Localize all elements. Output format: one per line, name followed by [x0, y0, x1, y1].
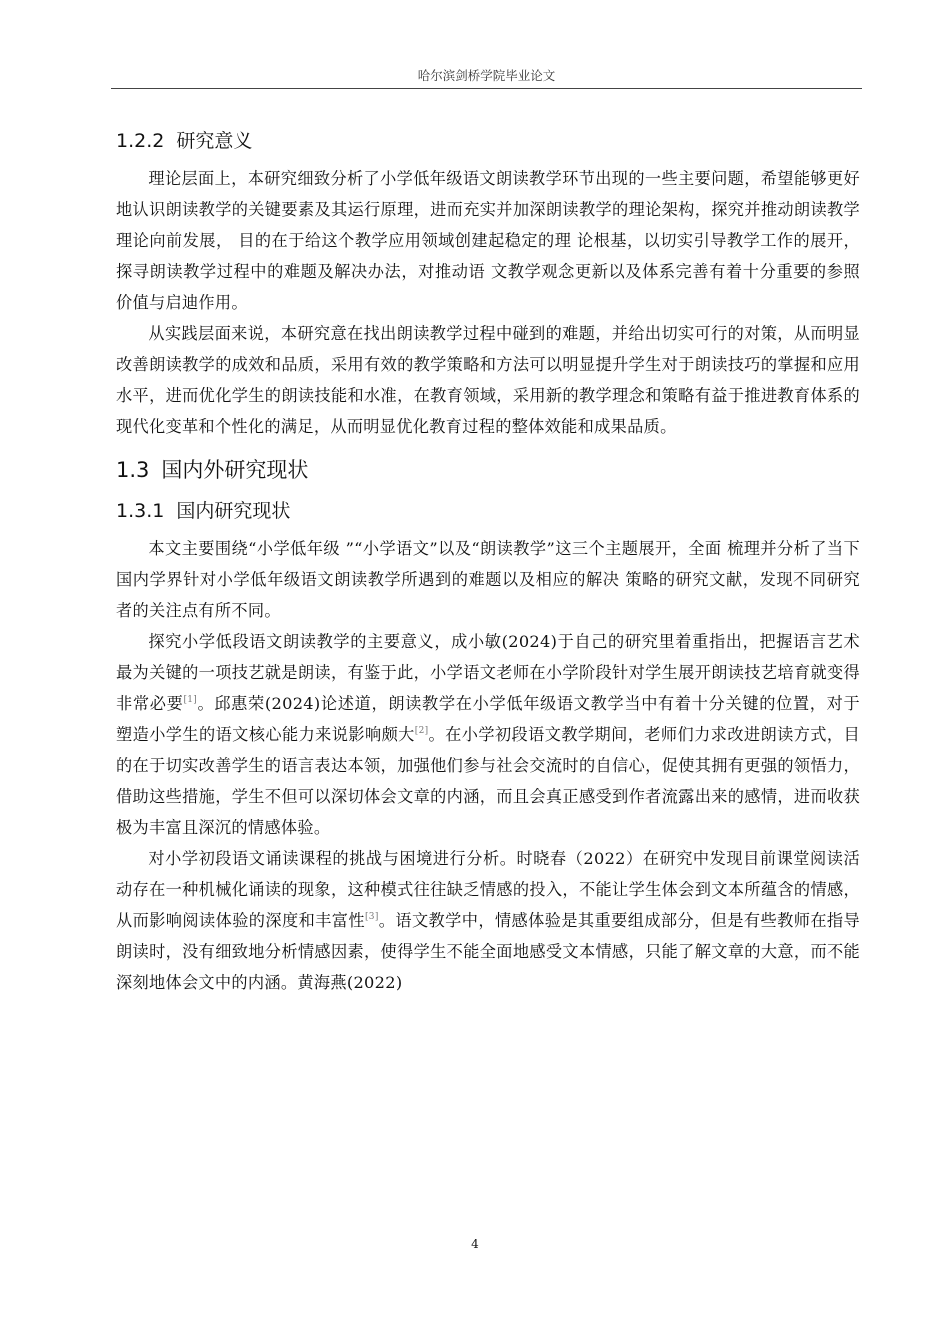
paragraph: 本文主要围绕“小学低年级 ”“小学语文”以及“朗读教学”这三个主题展开，全面 梳理并分析了当下国内学界针对小学低年级语文朗读教学所遇到的难题以及相应的解决 策略的研究文献，发现不同研究者的关注点有所不同。 [116, 539, 860, 620]
section-number: 1.2.2 [116, 130, 165, 152]
header-divider [111, 88, 862, 89]
paragraph-text: 。语文教学中，情感体验是其重要组成部分，但是有些教师在指导朗读时，没有细致地分析情感因素，使得学生不能全面地感受文本情感，只能了解文章的大意，而不能深刻地体会文中的内涵。黄海燕(2022) [116, 911, 860, 992]
page-header: 哈尔滨剑桥学院毕业论文 [417, 68, 556, 83]
citation-ref[interactable]: [3] [364, 912, 379, 922]
paragraph-text: 。邱惠荣(2024)论述道，朗读教学在小学低年级语文教学当中有着十分关键的位置，对于塑造小学生的语文核心能力来说影响颇大 [116, 694, 860, 744]
page-body [116, 118, 860, 998]
section-heading-1-3 [116, 454, 860, 484]
section-title: 国内外研究现状 [161, 458, 309, 482]
section-title: 国内研究现状 [176, 500, 291, 522]
citation-ref[interactable]: [1] [183, 695, 198, 705]
section-title: 研究意义 [176, 130, 253, 152]
paragraph: 从实践层面来说，本研究意在找出朗读教学过程中碰到的难题，并给出切实可行的对策，从而明显改善朗读教学的成效和品质，采用有效的教学策略和方法可以明显提升学生对于朗读技巧的掌握和应用水平，进而优化学生的朗读技能和水准，在教育领域，采用新的教学理念和策略有益于推进教育体系的现代化变革和个性化的满足，从而明显优化教育过程的整体效能和成果品质。 [116, 324, 860, 436]
citation-ref[interactable]: [2] [414, 726, 429, 736]
paragraph [116, 626, 860, 843]
section-number: 1.3.1 [116, 500, 165, 522]
paragraph [116, 843, 860, 998]
section-heading-1-3-1 [116, 496, 860, 523]
page-number: 4 [471, 1237, 479, 1251]
paragraph-text: 。在小学初段语文教学期间，老师们力求改进朗读方式，目的在于切实改善学生的语言表达本领，加强他们参与社会交流时的自信心，促使其拥有更强的领悟力，借助这些措施，学生不但可以深切体会文章的内涵，而且会真正感受到作者流露出来的感情，进而收获极为丰富且深沉的情感体验。 [116, 725, 860, 837]
section-number: 1.3 [116, 458, 150, 482]
paragraph: 理论层面上，本研究细致分析了小学低年级语文朗读教学环节出现的一些主要问题，希望能够更好地认识朗读教学的关键要素及其运行原理，进而充实并加深朗读教学的理论架构，探究并推动朗读教学理论向前发展， 目的在于给这个教学应用领域创建起稳定的理 论根基，以切实引导教学工作的展开，探寻朗读教学过程中的难题及解决办法，对推动语 文教学观念更新以及体系完善有着十分重要的参照价值与启迪作用。 [116, 169, 860, 312]
paragraph-text: 对小学初段语文诵读课程的挑战与困境进行分析。时晓春（2022）在研究中发现目前课堂阅读活动存在一种机械化诵读的现象，这种模式往往缺乏情感的投入，不能让学生体会到文本所蕴含的情感，从而影响阅读体验的深度和丰富性 [116, 849, 860, 930]
paragraph-text: 探究小学低段语文朗读教学的主要意义，成小敏(2024)于自己的研究里着重指出，把握语言艺术最为关键的一项技艺就是朗读，有鉴于此，小学语文老师在小学阶段针对学生展开朗读技艺培育就变得非常必要 [116, 632, 860, 713]
section-heading-1-2-2 [116, 126, 860, 153]
